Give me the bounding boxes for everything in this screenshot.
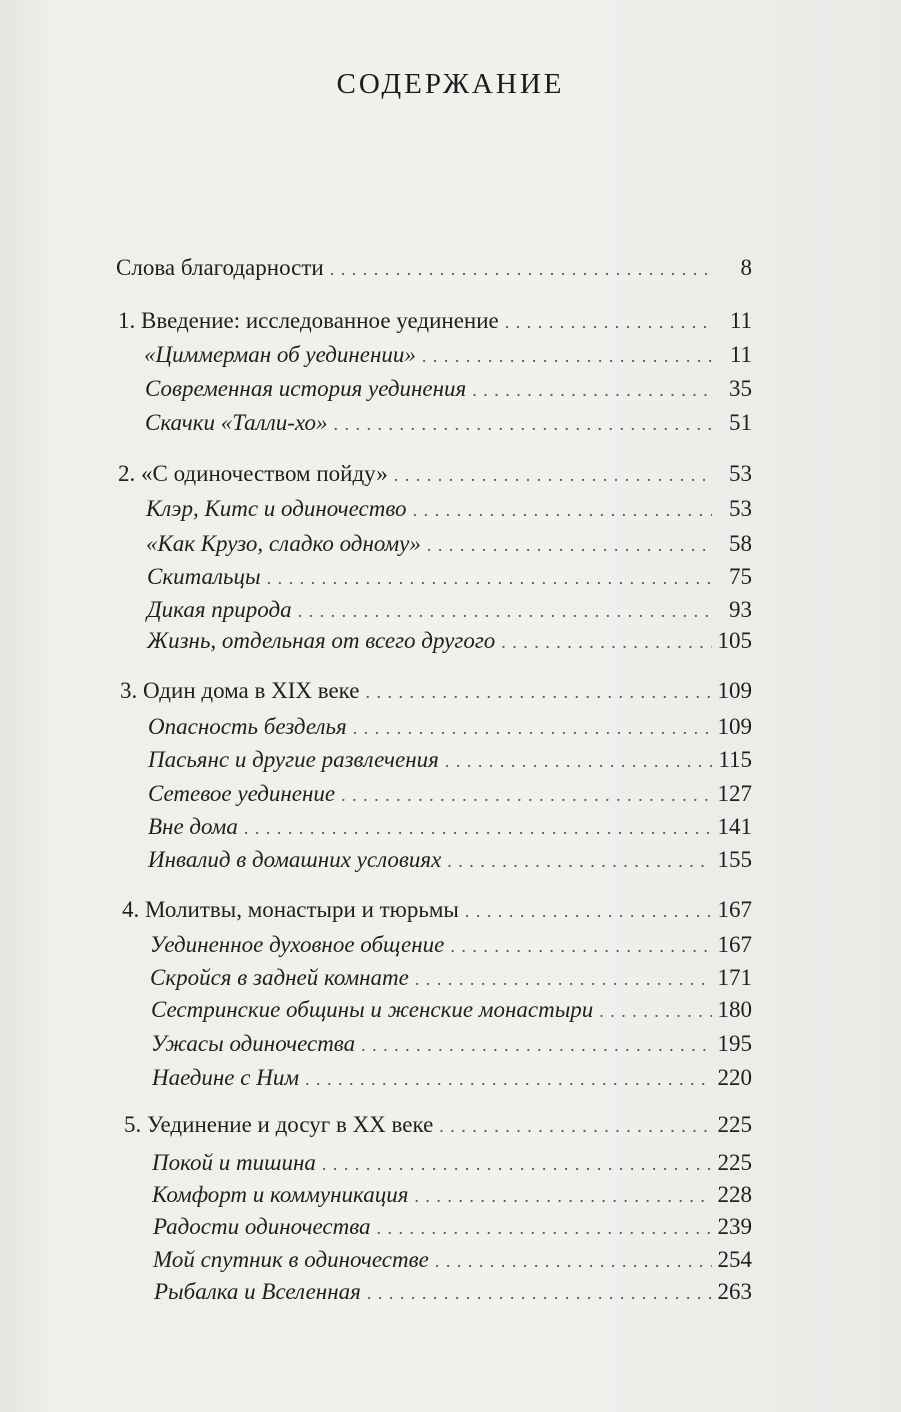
toc-entry [118, 306, 752, 337]
toc-leader-dots [439, 1111, 711, 1141]
toc-entry [122, 895, 752, 926]
toc-leader-dots [415, 964, 712, 994]
toc-leader-dots [341, 780, 711, 810]
toc-entry-title: Современная история уединения [145, 376, 467, 401]
toc-entry-page: 220 [717, 1065, 752, 1090]
toc-entry-title: Скитальцы [147, 564, 261, 589]
toc-entry-page: 263 [717, 1279, 752, 1304]
toc-entry [153, 1212, 752, 1243]
toc-leader-dots [361, 1030, 711, 1060]
toc-entry-page: 155 [717, 847, 752, 872]
toc-entry-title: 5. Уединение и досуг в XX веке [124, 1112, 434, 1137]
toc-entry-page: 115 [718, 747, 752, 772]
toc-entry [120, 676, 752, 707]
toc-entry-title: Ужасы одиночества [151, 1031, 356, 1056]
toc-entry [152, 1148, 752, 1179]
toc-entry-title: Сестринские общины и женские монастыри [151, 997, 594, 1022]
toc-entry [116, 253, 752, 284]
toc-entry [148, 779, 752, 810]
toc-entry [118, 459, 752, 490]
toc-entry-page: 8 [740, 255, 752, 280]
toc-entry-page: 93 [729, 597, 752, 622]
toc-leader-dots [427, 530, 712, 560]
toc-entry-title: «Циммерман об уединении» [144, 342, 416, 367]
toc-leader-dots [365, 677, 711, 707]
toc-entry-title: Скачки «Талли-хо» [145, 410, 328, 435]
toc-entry-page: 141 [717, 814, 752, 839]
toc-entry [150, 963, 752, 994]
toc-entry-page: 225 [717, 1150, 752, 1175]
toc-entry-title: Комфорт и коммуникация [152, 1182, 409, 1207]
toc-entry [147, 626, 752, 657]
toc-leader-dots [305, 1064, 712, 1094]
toc-leader-dots [353, 713, 712, 743]
toc-entry [152, 1180, 752, 1211]
toc-entry-title: Покой и тишина [152, 1150, 316, 1175]
toc-entry-title: 4. Молитвы, монастыри и тюрьмы [122, 897, 459, 922]
toc-entry-title: 2. «С одиночеством пойду» [118, 461, 388, 486]
toc-leader-dots [367, 1278, 712, 1308]
toc-leader-dots [377, 1213, 712, 1243]
toc-entry-page: 171 [717, 965, 752, 990]
toc-entry [148, 812, 752, 843]
toc-leader-dots [505, 307, 712, 337]
toc-entry [153, 1245, 752, 1276]
toc-entry-title: Радости одиночества [153, 1214, 371, 1239]
toc-entry-page: 53 [729, 461, 752, 486]
toc-entry-page: 58 [729, 531, 752, 556]
toc-leader-dots [445, 746, 712, 776]
toc-entry-title: Мой спутник в одиночестве [153, 1247, 429, 1272]
toc-leader-dots [435, 1246, 712, 1276]
toc-leader-dots [298, 596, 712, 626]
toc-leader-dots [334, 409, 712, 439]
toc-entry-title: Жизнь, отдельная от всего другого [147, 628, 496, 653]
toc-entry [146, 529, 752, 560]
toc-leader-dots [599, 996, 711, 1026]
toc-entry [144, 340, 752, 371]
toc-entry [145, 408, 752, 439]
toc-entry-page: 254 [717, 1247, 752, 1272]
toc-entry-title: Пасьянс и другие развлечения [148, 747, 439, 772]
toc-entry [152, 1063, 752, 1094]
toc-entry [148, 745, 752, 776]
toc-entry [148, 712, 752, 743]
toc-entry-page: 228 [717, 1182, 752, 1207]
toc-entry-page: 11 [729, 342, 752, 367]
toc-leader-dots [330, 254, 712, 284]
toc-entry-title: Скройся в задней комнате [150, 965, 409, 990]
toc-entry [124, 1110, 752, 1141]
toc-entry-page: 167 [717, 932, 752, 957]
toc-entry-title: Слова благодарности [116, 255, 324, 280]
page-title: СОДЕРЖАНИЕ [336, 68, 565, 100]
toc-entry-title: Опасность безделья [148, 714, 347, 739]
toc-entry-page: 180 [717, 997, 752, 1022]
toc-leader-dots [322, 1149, 712, 1179]
toc-entry [145, 374, 752, 405]
toc-entry-page: 11 [729, 308, 752, 333]
toc-entry-title: 1. Введение: исследованное уединение [118, 308, 499, 333]
toc-entry-page: 75 [729, 564, 752, 589]
toc-entry-title: Сетевое уединение [148, 781, 336, 806]
toc-entry [151, 995, 752, 1026]
toc-entry-page: 127 [717, 781, 752, 806]
toc-entry-page: 167 [717, 897, 752, 922]
toc-leader-dots [501, 627, 711, 657]
toc-entry-page: 51 [729, 410, 752, 435]
toc-entry-title: Наедине с Ним [152, 1065, 299, 1090]
toc-leader-dots [472, 375, 712, 405]
toc-leader-dots [422, 341, 712, 371]
toc-entry [148, 845, 752, 876]
toc-leader-dots [244, 813, 712, 843]
toc-entry-page: 109 [717, 714, 752, 739]
toc-entry-page: 109 [717, 678, 752, 703]
toc-leader-dots [450, 931, 711, 961]
toc-entry-title: Инвалид в домашних условиях [148, 847, 442, 872]
toc-entry [147, 562, 752, 593]
toc-entry [154, 1277, 752, 1308]
toc-entry-title: «Как Крузо, сладко одному» [146, 531, 421, 556]
toc-leader-dots [413, 495, 712, 525]
toc-entry-title: 3. Один дома в XIX веке [120, 678, 360, 703]
toc-entry [150, 930, 752, 961]
toc-entry [146, 494, 752, 525]
toc-leader-dots [394, 460, 712, 490]
toc-leader-dots [267, 563, 712, 593]
toc-entry [147, 595, 752, 626]
toc-entry-title: Дикая природа [147, 597, 292, 622]
toc-entry-page: 195 [717, 1031, 752, 1056]
toc-entry [151, 1029, 752, 1060]
toc-entry-page: 239 [717, 1214, 752, 1239]
toc-leader-dots [414, 1181, 711, 1211]
toc-leader-dots [465, 896, 712, 926]
toc-entry-page: 105 [717, 628, 752, 653]
toc-entry-title: Клэр, Китс и одиночество [146, 496, 407, 521]
toc-leader-dots [447, 846, 711, 876]
toc-entry-title: Уединенное духовное общение [150, 932, 445, 957]
toc-entry-page: 225 [717, 1112, 752, 1137]
toc-entry-title: Рыбалка и Вселенная [154, 1279, 361, 1304]
toc-entry-title: Вне дома [148, 814, 238, 839]
toc-entry-page: 53 [729, 496, 752, 521]
toc-entry-page: 35 [729, 376, 752, 401]
